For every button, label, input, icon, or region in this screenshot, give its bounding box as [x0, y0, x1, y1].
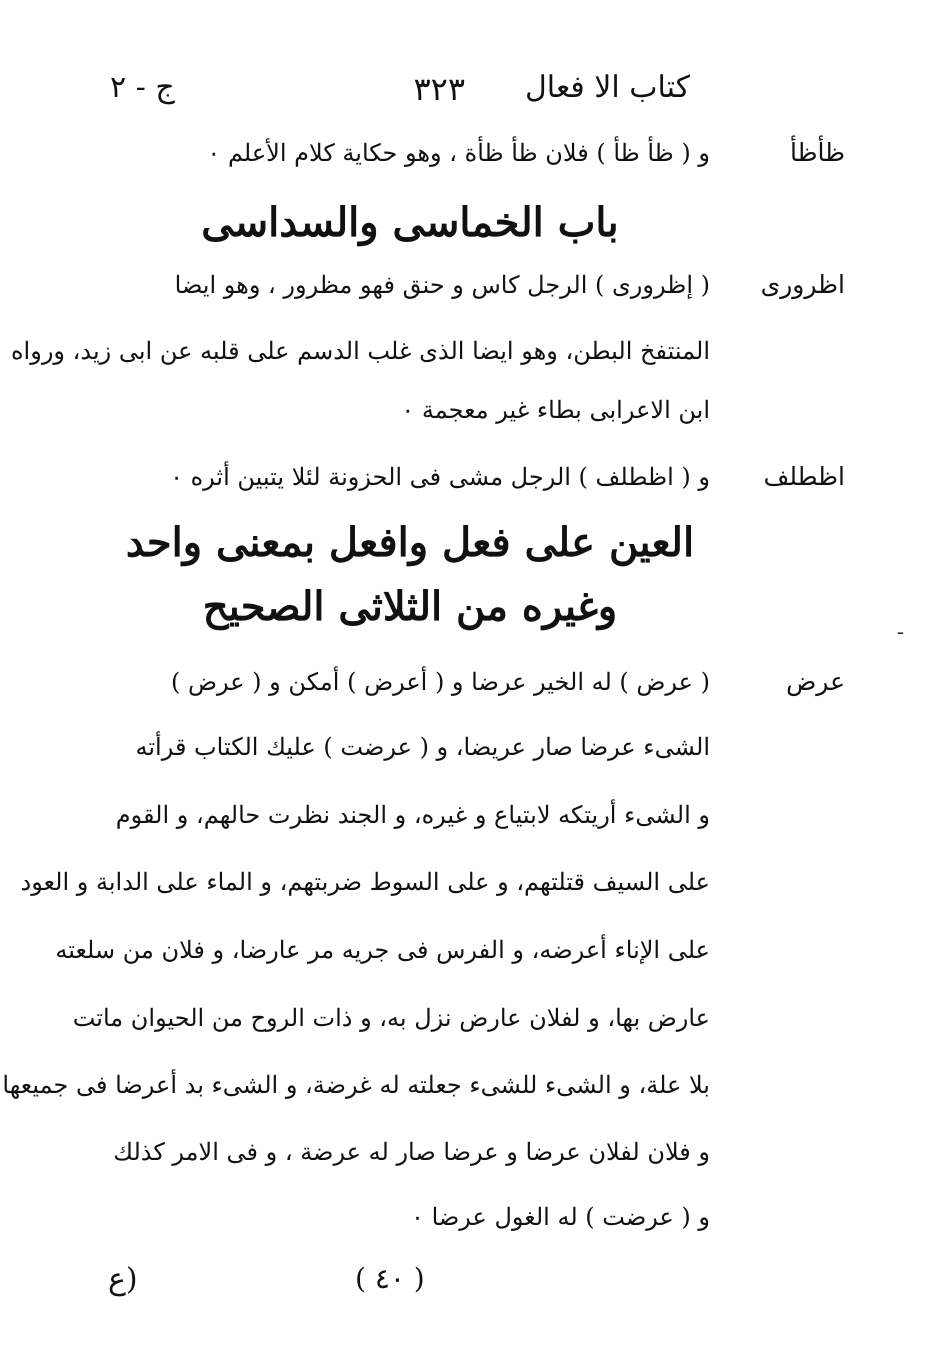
entry-line: ( إظرورى ) الرجل كاس و حنق فهو مظرور ، وهو ايضا — [174, 271, 710, 299]
volume-label: ج - ٢ — [110, 70, 175, 105]
entry-line: على السيف قتلتهم، و على السوط ضربتهم، و الماء على الدابة و العود — [20, 868, 710, 896]
entry-line: بلا علة، و الشىء للشىء جعلته له غرضة، و الشىء بد أعرضا فى جميعها — [2, 1071, 710, 1099]
entry-line: و ( ظأ ظأ ) فلان ظأ ظأة ، وهو حكاية كلام الأعلم ٠ — [207, 139, 710, 167]
page-header — [90, 70, 690, 120]
entry-line: و الشىء أريتكه لابتياع و غيره، و الجند نظرت حالهم، و القوم — [115, 801, 710, 829]
margin-mark: ـ — [897, 618, 903, 639]
book-title: كتاب الا فعال — [525, 70, 690, 105]
headword-arad: عرض — [786, 667, 845, 696]
entry-line: و ( اظطلف ) الرجل مشى فى الحزونة لئلا يتبين أثره ٠ — [170, 463, 710, 491]
entry-line: و فلان لفلان عرضا و عرضا صار له عرضة ، و فى الامر كذلك — [113, 1138, 710, 1166]
entry-line: و ( عرضت ) له الغول عرضا ٠ — [411, 1203, 710, 1231]
page-number: ٣٢٣ — [413, 70, 465, 108]
headword-izrawra: اظرورى — [760, 270, 845, 299]
chapter-heading-ain-line2: وغيره من الثلاثى الصحيح — [202, 583, 618, 630]
catchword: (ع — [108, 1262, 138, 1297]
entry-line: ( عرض ) له الخير عرضا و ( أعرض ) أمكن و ( عرض ) — [170, 668, 710, 696]
entry-line: ابن الاعرابى بطاء غير معجمة ٠ — [401, 396, 710, 424]
headword-iztalaf: اظطلف — [763, 462, 845, 491]
headword-zaza: ظأظأ — [789, 138, 845, 167]
entry-line: الشىء عرضا صار عريضا، و ( عرضت ) عليك الكتاب قرأته — [135, 733, 710, 761]
entry-line: عارض بها، و لفلان عارض نزل به، و ذات الروح من الحيوان ماتت — [72, 1004, 710, 1032]
chapter-heading-ain-line1: العين على فعل وافعل بمعنى واحد — [125, 519, 695, 566]
entry-line: المنتفخ البطن، وهو ايضا الذى غلب الدسم على قلبه عن ابى زيد، ورواه — [10, 337, 710, 365]
entry-line: على الإناء أعرضه، و الفرس فى جريه مر عارضا، و فلان من سلعته — [55, 936, 710, 964]
chapter-heading-khumasi: باب الخماسى والسداسى — [201, 199, 619, 246]
signature-mark: ( ٤٠ ) — [355, 1262, 425, 1295]
